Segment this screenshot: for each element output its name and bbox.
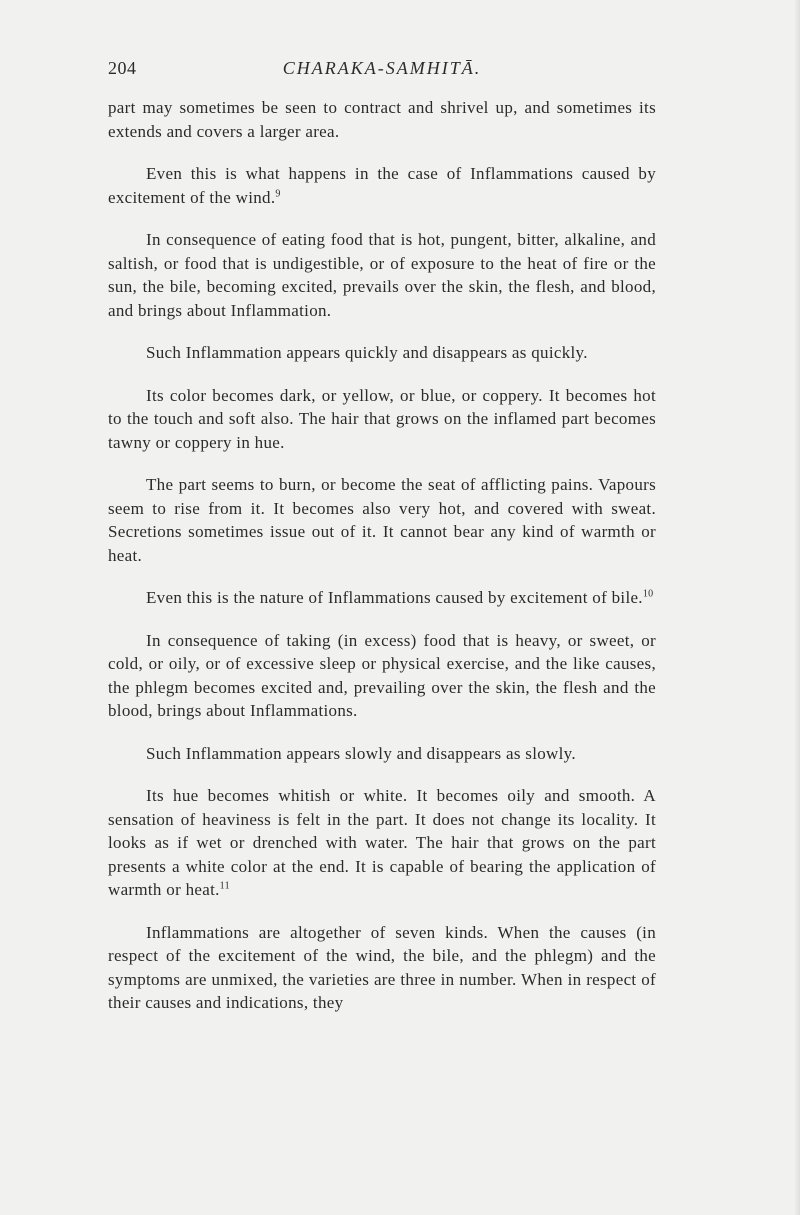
paragraph-7	[108, 586, 656, 610]
footnote-marker-9: 9	[275, 187, 281, 199]
page-edge-shadow	[794, 0, 800, 1215]
paragraph-10	[108, 784, 656, 902]
paragraph-4	[108, 341, 656, 365]
paragraph-2-text: Even this is what happens in the case of Inflammations caused by excitement of the wind.	[108, 164, 656, 207]
paragraph-1	[108, 96, 656, 143]
body-text	[108, 96, 656, 1034]
paragraph-7-text: Even this is the nature of Inflammations caused by excitement of bile.	[146, 588, 643, 607]
paragraph-6	[108, 473, 656, 567]
page-number: 204	[108, 58, 137, 78]
paragraph-10-text: Its hue becomes whitish or white. It becomes oily and smooth. A sensation of heaviness is felt in the part. It does not change its locality. It looks as if wet or drenched with water. The hair that grows on the part presents a white color at the end. It is capable of bearing the application of warmth or heat.	[108, 786, 656, 899]
paragraph-9-text: Such Inflammation appears slowly and disappears as slowly.	[146, 743, 576, 763]
paragraph-5	[108, 384, 656, 455]
footnote-marker-11: 11	[219, 880, 230, 892]
paragraph-8	[108, 629, 656, 723]
paragraph-9	[108, 742, 656, 766]
footnote-marker-10: 10	[642, 588, 654, 600]
paragraph-1-text: part may sometimes be seen to contract and shrivel up, and sometimes its extends and covers a larger area.	[108, 98, 656, 141]
paragraph-6-text: The part seems to burn, or become the seat of afflicting pains. Vapours seem to rise from it. It becomes also very hot, and covered with sweat. Secretions sometimes issue out of it. It cannot bear any kind of warmth or heat.	[108, 475, 656, 565]
paragraph-2	[108, 162, 656, 209]
page-header	[108, 58, 656, 84]
paragraph-3-text: In consequence of eating food that is hot, pungent, bitter, alkaline, and saltish, or food that is undigestible, or of exposure to the heat of fire or the sun, the bile, becoming excited, prevails over the skin, the flesh, and blood, and brings about Inflammation.	[108, 230, 656, 320]
paragraph-8-text: In consequence of taking (in excess) food that is heavy, or sweet, or cold, or oily, or of excessive sleep or physical exercise, and the like causes, the phlegm becomes excited and, prevailing over the skin, the flesh and the blood, brings about Inflammations.	[108, 630, 656, 720]
paragraph-4-text: Such Inflammation appears quickly and disappears as quickly.	[146, 343, 588, 362]
paragraph-11-text: Inflammations are altogether of seven kinds. When the causes (in respect of the excitement of the wind, the bile, and the phlegm) and the symptoms are unmixed, the varieties are three in number. When in respect of their causes and indications, they	[108, 922, 656, 1012]
paragraph-3	[108, 228, 656, 322]
running-title: CHARAKA-SAMHITĀ.	[282, 58, 482, 78]
paragraph-11	[108, 921, 656, 1015]
paragraph-5-text: Its color becomes dark, or yellow, or blue, or coppery. It becomes hot to the touch and soft also. The hair that grows on the inflamed part becomes tawny or coppery in hue.	[108, 385, 656, 452]
